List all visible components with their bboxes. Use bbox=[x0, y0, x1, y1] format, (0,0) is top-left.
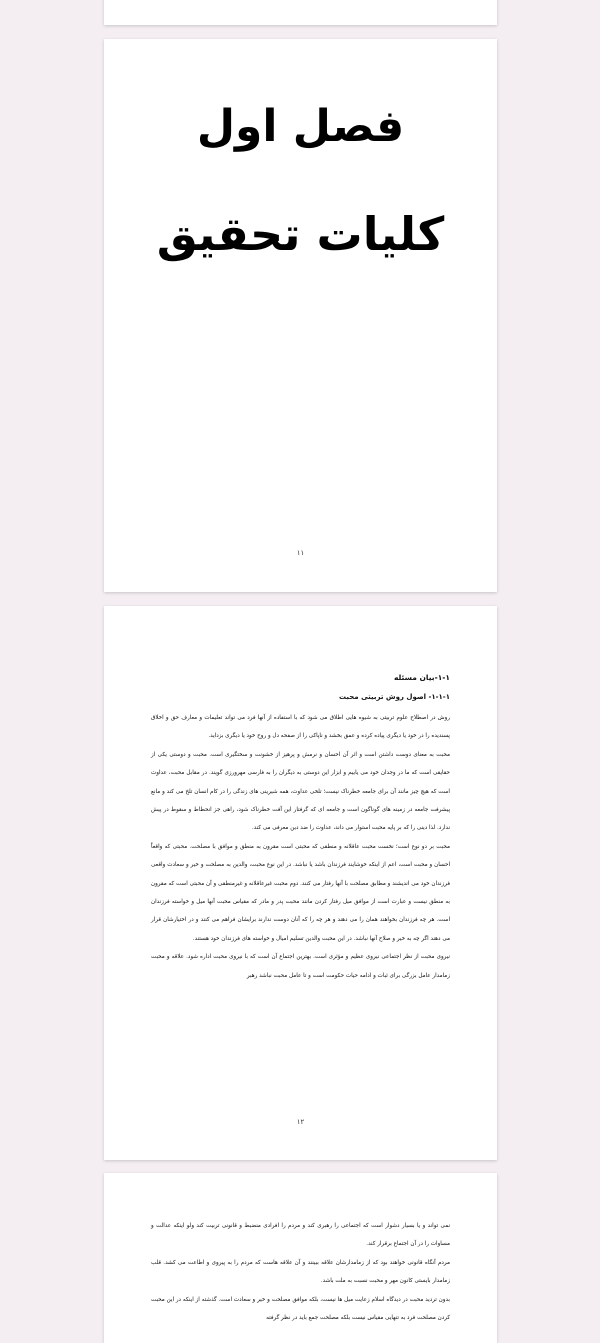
page-number: ۱۱ bbox=[296, 549, 305, 557]
paragraph: مردم آنگاه قانونی خواهند بود که از زمامدارشان علاقه ببینند و آن علاقه هاست که مردم را به پیروی و اطاعت می کشد. قلب زمامدار بایستی کانون مهر و محبت نسبت به ملت باشد. bbox=[151, 1259, 450, 1285]
page-number: ۱۲ bbox=[296, 1118, 305, 1126]
page-content-next bbox=[104, 1173, 497, 1343]
previous-page bbox=[104, 0, 497, 25]
page-content bbox=[104, 606, 497, 1160]
page-chapter-title bbox=[104, 39, 497, 592]
paragraph: نمی تواند و یا بسیار دشوار است که اجتماعی را رهبری کند و مردم را افرادی منضبط و قانونی تربیت کند ولو اینکه عدالت و مساوات را در آن اجتماع برقرار کند. bbox=[151, 1223, 450, 1248]
paragraph: محبت به معنای دوست داشتن است و اثر آن احسان و نرمش و پرهیز از خشونت و سختگیری است. محبت و دوستی یکی از حقایقی است که ما در وجدان خود می یابیم و ابزار این دوستی به دیگران را به فارسی مهرورزی گویند. در مقابل محبت، عداوت است که هیچ چیز مانند آن برای جامعه خطرناک نیست؛ تلخی عداوت، همه شیرینی های زندگی را در کام انسان تلخ می کند و مانع پیشرفت جامعه در زمینه های گوناگون است و جامعه ای که گرفتار این آفت خطرناک شود، راهی جز انحطاط و سقوط در پیش ندارد. لذا دینی را که بر پایه محبت استوار می داند، عداوت را ضد دین معرفی می کند. bbox=[151, 751, 450, 832]
chapter-title: فصل اول bbox=[196, 101, 405, 152]
chapter-subtitle: کلیات تحقیق bbox=[156, 207, 445, 261]
paragraph: بدون تردید محبت در دیدگاه اسلام زعایت میل ها نیست، بلکه موافق مصلحت و خیر و سعادت است. گذشته از اینکه در این محبت کردن مصلحت فرد به تنهایی مقیاس نیست بلکه مصلحت جمع باید در نظر گرفته bbox=[151, 1296, 450, 1322]
page-body bbox=[151, 1217, 450, 1327]
paragraph: روش در اصطلاح علوم تربیتی به شیوه هایی اطلاق می شود که با استفاده از آنها فرد می تواند تعلیمات و معارف حق و اخلاق پسندیده را در خود یا دیگری پیاده کرده و عمق بخشد و ناپاکی را از صفحه دل و روح خود یا دیگری بزداید. bbox=[151, 715, 450, 740]
page-body bbox=[151, 672, 450, 985]
paragraph: نیروی محبت از نظر اجتماعی نیروی عظیم و مؤثری است. بهترین اجتماع آن است که با نیروی محبت اداره شود. علاقه و محبت زمامدار عامل بزرگی برای ثبات و ادامه حیات حکومت است و تا عامل محبت نباشد رهبر bbox=[151, 954, 450, 979]
section-heading: ۱-۱-بیان مسئله bbox=[393, 673, 450, 682]
subsection-heading: ۱-۱-۱- اصول روش تربیتی محبت bbox=[338, 693, 450, 701]
paragraph: محبت بر دو نوع است؛ نخست محبت عاقلانه و منطقی که محبتی است مقرون به منطق و موافق با مصلحت. محبتی که واقعاً احسان و محبت است، اعم از اینکه خوشایند فرزندان باشد یا نباشد. در این نوع محبت، والدین به مصلحت و خیر و سعادت واقعی فرزندان خود می اندیشند و مطابق مصلحت با آنها رفتار می کنند. دوم محبت غیرعاقلانه و غیرمنطقی و آن محبتی است که مقرون به منطق نیست و عبارت است از موافق میل رفتار کردن مانند محبت پدر و مادر که مقیاس محبت آنها میل و خواسته فرزندان است. هر چه فرزندان بخواهند همان را می دهند و هر چه را که آنان دوست ندارند برایشان فراهم می کنند و در اختیارشان قرار می دهند اگر چه به خیر و صلاح آنها نباشد. در این محبت والدین تسلیم امیال و خواسته های فرزندان خود هستند. bbox=[151, 843, 450, 942]
